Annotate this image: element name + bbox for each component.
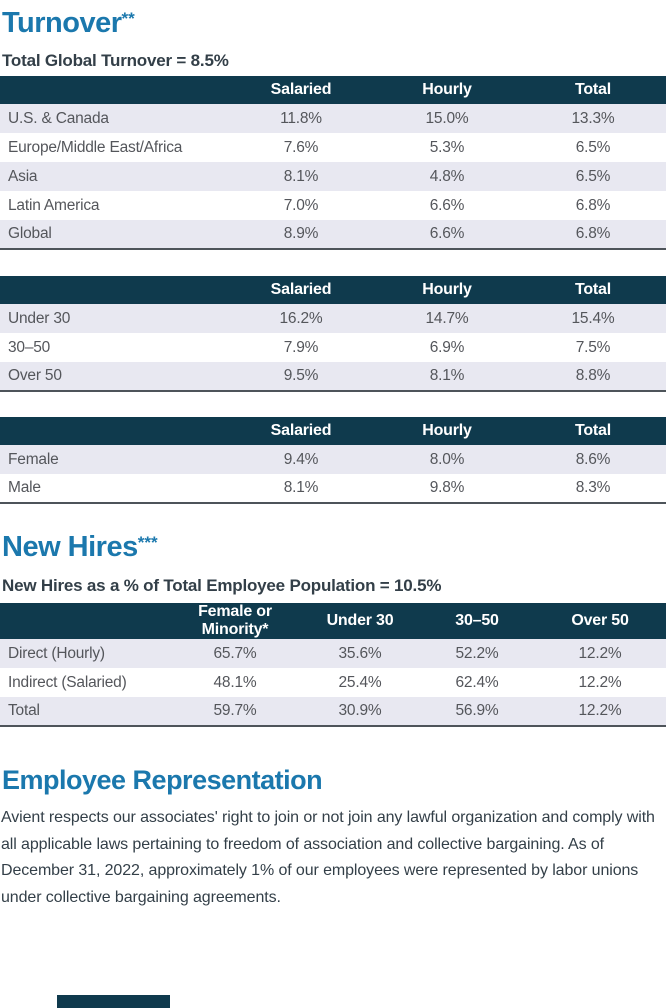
row-label: Over 50 [8,367,62,384]
employee-representation-paragraph: Avient respects our associates' right to join or not join any lawful organization and comply with all applicable laws pertaining to freedom of association and collective bargaining. As of December 31, 2022, approximately 1% of our employees were represented by labor unions under collective bargaining agreements. [1,809,655,906]
row-label: Under 30 [8,309,71,327]
table-cell: 8.1% [283,167,319,185]
row-label: Global [8,225,52,242]
new-hires-subtitle: New Hires as a % of Total Employee Population = 10.5% [2,576,442,595]
row-label: Latin America [8,196,100,214]
table-cell: 62.4% [455,673,499,691]
table-cell: 6.5% [575,167,611,185]
column-header-salaried: Salaried [228,417,374,445]
table-row [0,133,666,162]
table-cell: 6.5% [575,138,611,156]
table-cell: 13.3% [571,109,615,127]
column-header-30-50: 30–50 [420,603,534,639]
table-cell: 9.5% [283,367,319,384]
row-label: Female [8,450,59,468]
total-global-turnover-subtitle: Total Global Turnover = 8.5% [2,51,229,70]
table-cell: 6.8% [575,225,611,242]
column-header-empty [0,417,228,445]
table-cell: 12.2% [578,644,622,662]
table-cell: 11.8% [280,109,322,127]
table-cell: 6.6% [429,196,465,214]
column-header-under-30: Under 30 [300,603,420,639]
table-row [0,697,666,726]
table-cell: 7.5% [575,338,611,356]
table-cell: 8.0% [429,450,465,468]
table-row [0,104,666,133]
row-label: U.S. & Canada [8,109,109,127]
table-row [0,220,666,249]
table-cell: 30.9% [338,702,382,719]
turnover-heading-asterisks: ** [121,9,135,28]
row-label: Asia [8,167,38,185]
column-header-total: Total [520,276,666,304]
table-cell: 8.9% [283,225,319,242]
table-cell: 12.2% [578,702,622,719]
table-cell: 9.8% [429,479,465,496]
turnover-heading [2,2,666,40]
column-header-empty [0,603,170,639]
table-cell: 7.6% [283,138,319,156]
table-cell: 59.7% [213,702,257,719]
table-cell: 5.3% [429,138,465,156]
row-label: Europe/Middle East/Africa [8,138,183,156]
table-cell: 7.0% [283,196,319,214]
table-header-row [0,603,666,639]
new-hires-table [0,603,666,727]
table-cell: 6.9% [429,338,465,356]
column-header-empty [0,276,228,304]
table-header-row [0,276,666,304]
row-label: Direct (Hourly) [8,644,105,662]
column-header-hourly: Hourly [374,76,520,104]
footer-bar-fragment [57,995,170,1008]
column-header-hourly: Hourly [374,276,520,304]
table-cell: 48.1% [213,673,257,691]
table-cell: 14.7% [425,309,469,327]
table-row [0,668,666,697]
table-cell: 9.4% [283,450,319,468]
table-cell: 16.2% [279,309,323,327]
table-cell: 25.4% [338,673,382,691]
new-hires-heading-asterisks: *** [137,533,158,552]
table-cell: 15.0% [425,109,469,127]
turnover-heading-text: Turnover [2,7,122,39]
table-cell: 65.7% [213,644,257,662]
table-row [0,304,666,333]
turnover-by-region-table [0,76,666,250]
table-cell: 12.2% [578,673,622,691]
table-row [0,162,666,191]
table-cell: 8.8% [575,367,611,384]
column-header-total: Total [520,76,666,104]
table-cell: 56.9% [455,702,499,719]
table-cell: 8.1% [283,479,319,496]
row-label: Total [8,702,40,719]
table-row [0,474,666,503]
table-cell: 8.3% [575,479,611,496]
table-cell: 15.4% [571,309,615,327]
table-cell: 6.8% [575,196,611,214]
table-row [0,362,666,391]
row-label: Indirect (Salaried) [8,673,127,691]
table-row [0,445,666,474]
new-hires-heading-text: New Hires [2,531,138,563]
table-cell: 4.8% [429,167,465,185]
new-hires-heading [2,526,666,564]
table-cell: 6.6% [429,225,465,242]
column-header-empty [0,76,228,104]
table-cell: 8.1% [429,367,465,384]
column-header-hourly: Hourly [374,417,520,445]
table-cell: 7.9% [283,338,319,356]
table-cell: 35.6% [338,644,382,662]
row-label: Male [8,479,41,496]
table-row [0,191,666,220]
employee-representation-heading: Employee Representation [2,765,323,795]
table-header-row [0,76,666,104]
table-row [0,333,666,362]
column-header-female-or-minority: Female or Minority* [170,603,300,639]
turnover-by-gender-table [0,417,666,504]
column-header-total: Total [520,417,666,445]
column-header-salaried: Salaried [228,276,374,304]
table-cell: 52.2% [455,644,499,662]
table-row [0,639,666,668]
table-cell: 8.6% [575,450,611,468]
column-header-salaried: Salaried [228,76,374,104]
turnover-by-age-table [0,276,666,392]
table-header-row [0,417,666,445]
column-header-over-50: Over 50 [534,603,666,639]
row-label: 30–50 [8,338,51,356]
